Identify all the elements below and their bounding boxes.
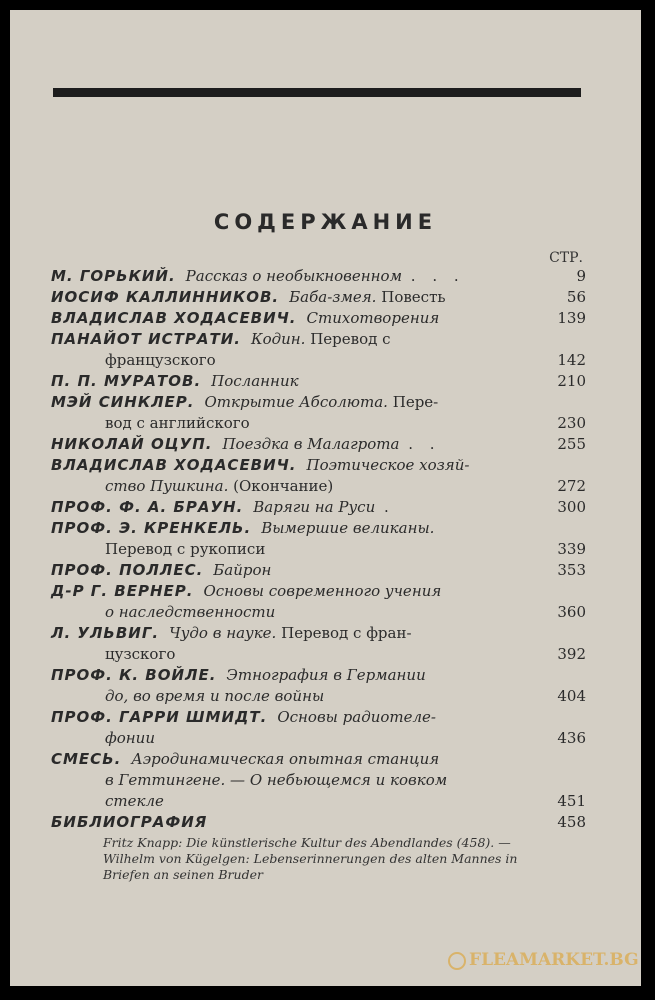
entry-author: ПАНАЙОТ ИСТРАТИ. — [51, 330, 241, 348]
toc-line — [51, 728, 586, 749]
watermark-text: FLEAMARKET.BG — [469, 950, 639, 970]
entry-title: о наследственности — [105, 603, 276, 621]
contents-heading: СОДЕРЖАНИЕ — [213, 210, 438, 234]
entry-title: фонии — [105, 729, 155, 747]
entry-title: Варяги на Руси — [253, 498, 376, 516]
entry-title: Вымершие великаны. — [261, 519, 435, 537]
toc-entry — [51, 329, 586, 371]
toc-entry — [51, 455, 586, 497]
entry-author: БИБЛИОГРАФИЯ — [51, 813, 208, 831]
entry-page-number: 272 — [557, 477, 586, 495]
table-of-contents — [51, 266, 586, 883]
toc-line — [51, 476, 586, 497]
entry-author: СМЕСЬ. — [51, 750, 122, 768]
entry-title: Байрон — [213, 561, 272, 579]
leader-dots: . . . — [410, 267, 465, 285]
toc-line — [51, 455, 586, 476]
entry-title: Поездка в Малагрота — [222, 435, 400, 453]
toc-line — [51, 392, 586, 413]
toc-entry — [51, 560, 586, 581]
entry-page-number: 339 — [557, 540, 586, 558]
leader-dots: . — [384, 498, 395, 516]
entry-author: ИОСИФ КАЛЛИННИКОВ. — [51, 288, 280, 306]
book-page — [10, 10, 641, 986]
entry-page-number: 9 — [576, 267, 586, 285]
entry-title: в Геттингене. — О небьющемся и ковком — [105, 771, 448, 789]
watermark — [448, 950, 639, 970]
entry-text: Повесть — [381, 288, 446, 306]
entry-title: ство Пушкина. — [105, 477, 229, 495]
entry-author: Л. УЛЬВИГ. — [51, 624, 160, 642]
bibliography-note: Fritz Knapp: Die künstlerische Kultur des Abendlandes (458). — Wilhelm von Kügelgen: Lebenserinnerungen des alten Mannes in Briefen an seinen Bruder — [103, 835, 518, 882]
toc-line — [51, 686, 586, 707]
toc-entry — [51, 371, 586, 392]
toc-line — [51, 413, 586, 434]
toc-line — [51, 602, 586, 623]
entry-page-number: 451 — [557, 792, 586, 810]
toc-line — [51, 266, 586, 287]
toc-line — [51, 623, 586, 644]
header-rule — [53, 88, 581, 97]
leader-dots: . . — [408, 435, 441, 453]
entry-title: Поэтическое хозяй- — [306, 456, 470, 474]
entry-page-number: 300 — [557, 498, 586, 516]
toc-entry — [51, 518, 586, 560]
entry-author: ВЛАДИСЛАВ ХОДАСЕВИЧ. — [51, 309, 297, 327]
entry-author: ПРОФ. Э. КРЕНКЕЛЬ. — [51, 519, 252, 537]
toc-line — [51, 665, 586, 686]
toc-line — [51, 287, 586, 308]
entry-text: цузского — [105, 645, 176, 663]
fleamarket-logo-icon — [448, 952, 466, 970]
entry-author: ПРОФ. Ф. А. БРАУН. — [51, 498, 244, 516]
entry-title: Основы радиотеле- — [277, 708, 436, 726]
entry-page-number: 210 — [557, 372, 586, 390]
entry-author: ВЛАДИСЛАВ ХОДАСЕВИЧ. — [51, 456, 297, 474]
entry-author: МЭЙ СИНКЛЕР. — [51, 393, 195, 411]
toc-entry — [51, 434, 586, 455]
entry-author: П. П. МУРАТОВ. — [51, 372, 202, 390]
entry-author: ПРОФ. К. ВОЙЛЕ. — [51, 666, 217, 684]
entry-author: Д-Р Г. ВЕРНЕР. — [51, 582, 194, 600]
toc-line — [51, 518, 586, 539]
entry-text: Перевод с — [310, 330, 391, 348]
entry-page-number: 458 — [557, 813, 586, 831]
entry-text: французского — [105, 351, 216, 369]
toc-entry — [51, 287, 586, 308]
entry-author: ПРОФ. ПОЛЛЕС. — [51, 561, 204, 579]
toc-line — [51, 434, 586, 455]
entry-title: Основы современного учения — [203, 582, 442, 600]
toc-line — [51, 581, 586, 602]
toc-line — [51, 749, 586, 770]
toc-line — [51, 497, 586, 518]
toc-line — [51, 329, 586, 350]
toc-entry — [51, 266, 586, 287]
toc-entry — [51, 812, 586, 833]
entry-page-number: 56 — [566, 288, 586, 306]
toc-entry — [51, 749, 586, 812]
toc-line — [51, 308, 586, 329]
toc-line — [51, 707, 586, 728]
entry-text: Перевод с рукописи — [105, 540, 266, 558]
entry-text: вод с английского — [105, 414, 250, 432]
entry-page-number: 139 — [557, 309, 586, 327]
entry-page-number: 392 — [557, 645, 586, 663]
toc-entry — [51, 665, 586, 707]
entry-title: Баба-змея. — [289, 288, 377, 306]
page-column-label: СТР. — [549, 250, 583, 266]
toc-entry — [51, 623, 586, 665]
entry-text: (Окончание) — [233, 477, 334, 495]
entry-title: до, во время и после войны — [105, 687, 325, 705]
entry-title: Кодин. — [250, 330, 306, 348]
entry-title: Посланник — [211, 372, 299, 390]
toc-line — [51, 644, 586, 665]
toc-entry — [51, 707, 586, 749]
entry-title: Открытие Абсолюта. — [204, 393, 388, 411]
entry-author: ПРОФ. ГАРРИ ШМИДТ. — [51, 708, 268, 726]
entry-text: Перевод с фран- — [281, 624, 412, 642]
entry-page-number: 142 — [557, 351, 586, 369]
toc-line — [51, 812, 586, 833]
entry-text: Пере- — [392, 393, 439, 411]
entry-page-number: 404 — [557, 687, 586, 705]
toc-entry — [51, 581, 586, 623]
toc-line — [51, 770, 586, 791]
toc-line — [51, 371, 586, 392]
entry-page-number: 255 — [557, 435, 586, 453]
entry-page-number: 353 — [557, 561, 586, 579]
entry-title: Этнография в Германии — [226, 666, 426, 684]
toc-entry — [51, 308, 586, 329]
toc-line — [51, 560, 586, 581]
toc-line — [51, 539, 586, 560]
entry-title: Аэродинамическая опытная станция — [131, 750, 440, 768]
entry-page-number: 360 — [557, 603, 586, 621]
entry-title: Рассказ о необыкновенном — [185, 267, 403, 285]
toc-entry — [51, 392, 586, 434]
entry-author: НИКОЛАЙ ОЦУП. — [51, 435, 213, 453]
entry-title: стекле — [105, 792, 164, 810]
toc-entry — [51, 497, 586, 518]
entry-title: Чудо в науке. — [169, 624, 277, 642]
entry-author: М. ГОРЬКИЙ. — [51, 267, 176, 285]
toc-line — [51, 350, 586, 371]
toc-line — [51, 791, 586, 812]
entry-page-number: 436 — [557, 729, 586, 747]
entry-title: Стихотворения — [306, 309, 440, 327]
entry-page-number: 230 — [557, 414, 586, 432]
